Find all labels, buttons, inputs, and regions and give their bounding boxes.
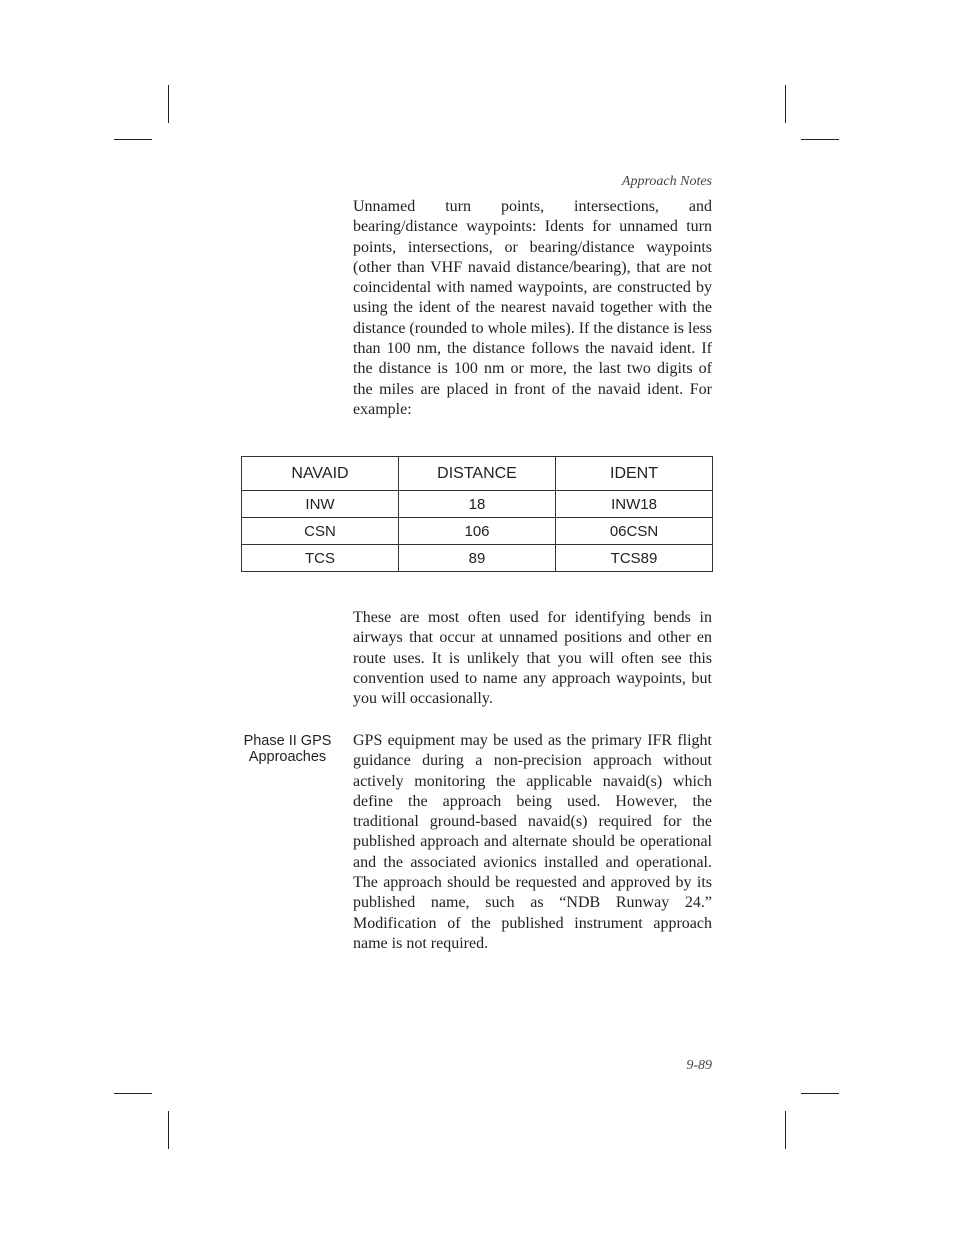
crop-mark-top-right-v (785, 85, 786, 123)
column-header-navaid: NAVAID (242, 457, 399, 491)
cell-navaid: CSN (242, 518, 399, 545)
page-number: 9-89 (686, 1058, 712, 1073)
crop-mark-top-left-v (168, 85, 169, 123)
cell-distance: 106 (399, 518, 556, 545)
crop-mark-bottom-left-v (168, 1111, 169, 1149)
column-header-ident: IDENT (556, 457, 713, 491)
cell-navaid: TCS (242, 545, 399, 572)
crop-mark-top-right-h (801, 139, 839, 140)
cell-distance: 89 (399, 545, 556, 572)
side-heading-phase-ii-gps (236, 733, 339, 765)
paragraph-usage: These are most often used for identifying bends in airways that occur at unnamed positions and other en route uses. It is unlikely that you will often see this convention used to name any approach waypoints, but you will occasionally. (353, 609, 712, 708)
side-heading-line-1: Phase II GPS (243, 733, 332, 749)
paragraph-unnamed-points: Unnamed turn points, intersections, and bearing/distance waypoints: Idents for unnamed turn points, intersections, or bearing/distance waypoints (other than VHF navaid distance/bearing), that are not coincidental with named waypoints, are constructed by using the ident of the nearest navaid together with the distance (rounded to whole miles). If the distance is less than 100 nm, the distance follows the navaid ident. If the distance is 100 nm or more, the last two digits of the miles are placed in front of the navaid ident. For example: (353, 198, 713, 418)
cell-navaid: INW (242, 491, 399, 518)
table-row (242, 491, 713, 518)
paragraph-phase-ii-gps: GPS equipment may be used as the primary IFR flight guidance during a non-precision approach without actively monitoring the applicable navaid(s) which define the approach being used. However, the traditional ground-based navaid(s) required for the published approach and alternate should be operational and the associated avionics installed and operational. The approach should be requested and approved by its published name, such as “NDB Runway 24.” Modification of the published instrument approach name is not required. (353, 732, 712, 952)
ident-example-table (241, 456, 713, 572)
crop-mark-bottom-right-h (801, 1093, 839, 1094)
crop-mark-bottom-left-h (114, 1093, 152, 1094)
cell-ident: TCS89 (556, 545, 713, 572)
table-row (242, 545, 713, 572)
cell-distance: 18 (399, 491, 556, 518)
cell-ident: 06CSN (556, 518, 713, 545)
table-row (242, 518, 713, 545)
crop-mark-top-left-h (114, 139, 152, 140)
cell-ident: INW18 (556, 491, 713, 518)
crop-mark-bottom-right-v (785, 1111, 786, 1149)
table-header-row (242, 457, 713, 491)
side-heading-line-2: Approaches (248, 749, 327, 765)
running-header: Approach Notes (621, 174, 712, 189)
column-header-distance: DISTANCE (399, 457, 556, 491)
